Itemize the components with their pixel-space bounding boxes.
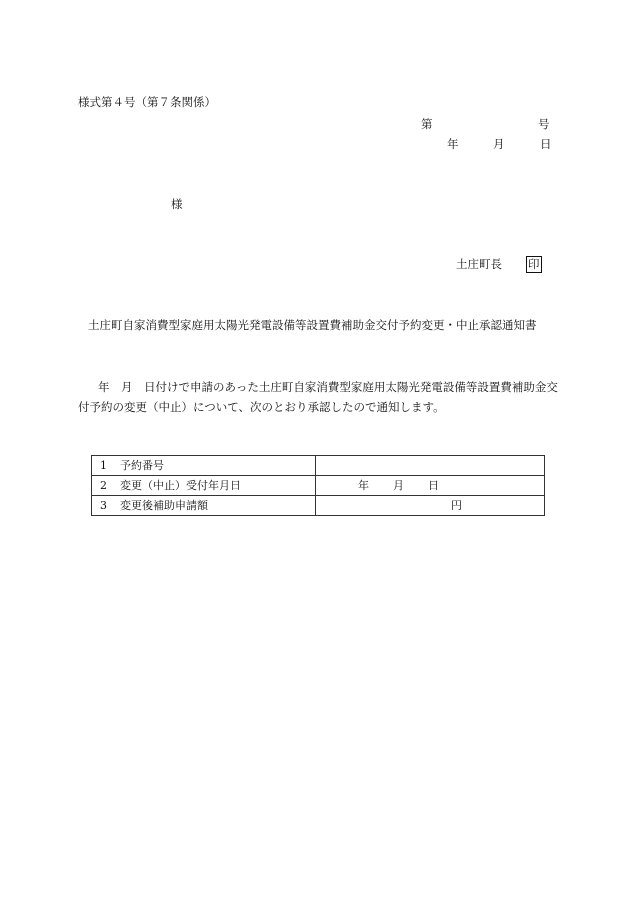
row-index: 2: [100, 478, 107, 492]
issuer-title: 土庄町長: [456, 257, 502, 271]
table-row: [92, 496, 545, 516]
recipient-honorific: 様: [171, 197, 183, 211]
acceptance-year-label: 年: [358, 479, 369, 492]
row-label-cell: [92, 496, 316, 516]
acceptance-month-label: 月: [393, 479, 404, 492]
row-label-cell: [92, 476, 316, 496]
amount-unit-label: 円: [451, 499, 462, 512]
form-number: 様式第４号（第７条関係）: [78, 95, 216, 109]
acceptance-date-value: [316, 476, 545, 496]
date-day-label: 日: [540, 137, 552, 151]
row-index: 3: [100, 498, 107, 512]
row-label: 変更後補助申請額: [120, 498, 208, 512]
table-row: [92, 456, 545, 476]
row-index: 1: [100, 458, 107, 472]
body-text: 年 月 日付けで申請のあった土庄町自家消費型家庭用太陽光発電設備等設置費補助金交付予約の変更（中止）について、次のとおり承認したので通知します。: [78, 380, 558, 414]
document-title: 土庄町自家消費型家庭用太陽光発電設備等設置費補助金交付予約変更・中止承認通知書: [88, 318, 537, 332]
row-label: 予約番号: [120, 458, 164, 472]
reservation-number-value: [316, 456, 545, 476]
date-year-label: 年: [447, 137, 459, 151]
seal-box: 印: [526, 256, 542, 273]
row-label: 変更（中止）受付年月日: [120, 478, 241, 492]
document-number-prefix: 第: [421, 117, 433, 131]
detail-table: [91, 455, 545, 516]
table-row: [92, 476, 545, 496]
date-month-label: 月: [493, 137, 505, 151]
document-number-suffix: 号: [538, 117, 550, 131]
application-amount-value: [316, 496, 545, 516]
acceptance-day-label: 日: [428, 479, 439, 492]
row-label-cell: [92, 456, 316, 476]
